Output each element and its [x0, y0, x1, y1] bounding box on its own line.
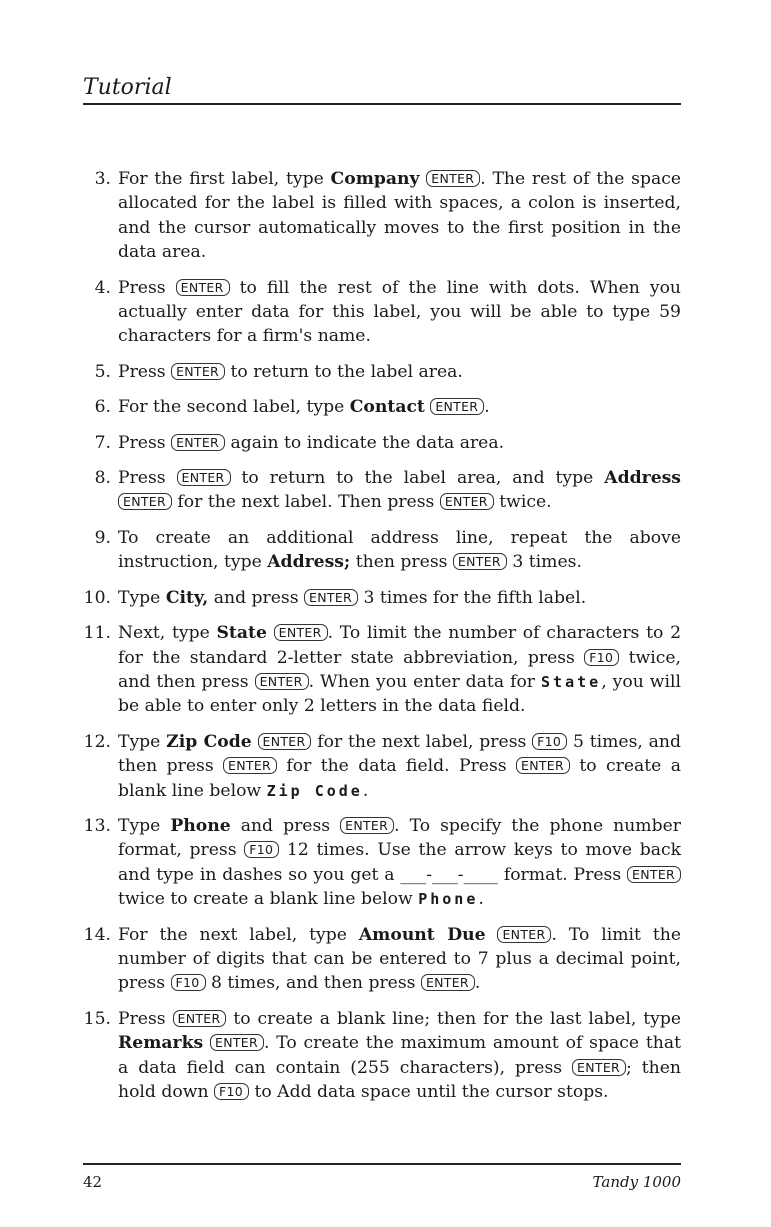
page-number: 42 [83, 1173, 103, 1191]
step-number: 3. [94, 169, 111, 189]
label-name: Company [330, 169, 420, 189]
label-name: Amount Due [358, 924, 486, 945]
enter-key-icon: ENTER [118, 493, 172, 510]
step-4: 4. Press ENTER to fill the rest of the line with dots. When you actually enter data for this label, you will be able to type 59 characters for a firm's name. [83, 276, 681, 349]
step-number: 15. [83, 1008, 111, 1029]
step-number: 8. [94, 468, 111, 489]
f10-key-icon: F10 [244, 841, 279, 858]
enter-key-icon: ENTER [516, 757, 570, 774]
enter-key-icon: ENTER [572, 1059, 626, 1076]
label-name: Zip Code [166, 731, 252, 752]
step-number: 4. [94, 277, 111, 298]
f10-key-icon: F10 [171, 974, 206, 991]
enter-key-icon: ENTER [440, 493, 494, 510]
enter-key-icon: ENTER [627, 866, 681, 883]
f10-key-icon: F10 [584, 649, 619, 666]
screen-text: Zip Code [266, 781, 363, 800]
step-15: 15. Press ENTER to create a blank line; then for the last label, type Remarks ENTER . To create the maximum amount of space that a data field can contain (255 characters), press ENTER ; then hold down F10 to Add data space until the cursor stops. [83, 1008, 681, 1102]
enter-key-icon: ENTER [177, 469, 231, 486]
enter-key-icon: ENTER [173, 1010, 227, 1027]
enter-key-icon: ENTER [258, 733, 312, 750]
enter-key-icon: ENTER [255, 673, 309, 690]
f10-key-icon: F10 [214, 1083, 249, 1100]
label-name: Address; [267, 552, 351, 573]
screen-text: Phone [418, 890, 479, 909]
step-number: 13. [83, 815, 111, 836]
label-name: Phone [170, 815, 231, 836]
label-name: Address [604, 468, 681, 489]
enter-key-icon: ENTER [421, 974, 475, 991]
tutorial-steps-list [83, 167, 681, 1115]
footer-divider [83, 1163, 681, 1165]
step-number: 5. [94, 361, 111, 382]
step-3: 3. For the first label, type Company ENTER . The rest of the space allocated for the label is filled with spaces, a colon is inserted, and the cursor automatically moves to the first position in the data area. [83, 167, 681, 265]
step-6: 6. For the second label, type Contact ENTER . [83, 395, 681, 419]
enter-key-icon: ENTER [497, 926, 551, 943]
step-number: 6. [94, 397, 111, 418]
label-name: City, [165, 587, 209, 608]
enter-key-icon: ENTER [171, 363, 225, 380]
step-11: 11. Next, type State ENTER . To limit the number of characters to 2 for the standard 2-letter state abbreviation, press F10 twice, and then press ENTER . When you enter data for State, you will be able to enter only 2 letters in the data field. [83, 623, 682, 717]
step-7: 7. Press ENTER again to indicate the data area. [83, 431, 681, 455]
enter-key-icon: ENTER [274, 624, 328, 641]
step-number: 14. [83, 924, 111, 945]
screen-text: State [541, 672, 602, 691]
enter-key-icon: ENTER [426, 170, 480, 187]
header-divider [83, 103, 681, 105]
step-number: 7. [94, 432, 111, 453]
step-13: 13. Type Phone and press ENTER . To specify the phone number format, press F10 12 times. Use the arrow keys to move back and type in dashes so you get a ___-___-____ format. Press ENTER twice to create a blank line below Phone. [83, 815, 681, 910]
step-10: 10. Type City, and press ENTER 3 times for the fifth label. [83, 586, 681, 610]
label-name: Remarks [118, 1033, 204, 1054]
enter-key-icon: ENTER [453, 553, 507, 570]
enter-key-icon: ENTER [223, 757, 277, 774]
step-8: 8. Press ENTER to return to the label area, and type Address ENTER for the next label. Then press ENTER twice. [83, 466, 681, 515]
step-14: 14. For the next label, type Amount Due ENTER . To limit the number of digits that can be entered to 7 plus a decimal point, press F10 8 times, and then press ENTER . [83, 924, 681, 994]
f10-key-icon: F10 [532, 733, 567, 750]
step-number: 12. [83, 731, 111, 752]
step-5: 5. Press ENTER to return to the label area. [83, 360, 681, 384]
step-9: 9. To create an additional address line, repeat the above instruction, type Address; then press ENTER 3 times. [83, 526, 681, 575]
label-name: State [216, 623, 267, 644]
step-number: 10. [83, 587, 111, 608]
enter-key-icon: ENTER [304, 589, 358, 606]
enter-key-icon: ENTER [210, 1034, 264, 1051]
enter-key-icon: ENTER [171, 434, 225, 451]
footer-product-name: Tandy 1000 [592, 1173, 681, 1191]
step-12: 12. Type Zip Code ENTER for the next label, press F10 5 times, and then press ENTER for the data field. Press ENTER to create a blank line below Zip Code. [83, 731, 681, 801]
label-name: Contact [349, 397, 425, 418]
step-number: 11. [83, 623, 111, 644]
enter-key-icon: ENTER [340, 817, 394, 834]
enter-key-icon: ENTER [430, 398, 484, 415]
step-number: 9. [94, 527, 111, 548]
enter-key-icon: ENTER [176, 279, 230, 296]
page-header-title: Tutorial [83, 75, 172, 100]
